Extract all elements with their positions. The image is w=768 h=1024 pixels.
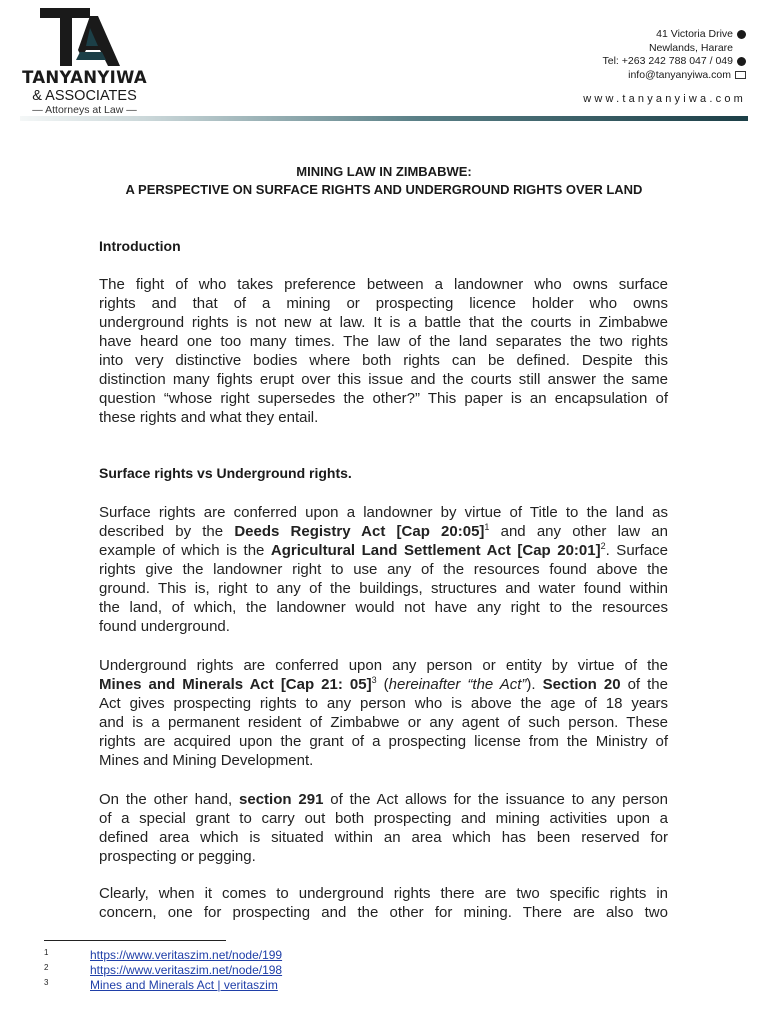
footnote-ref-1[interactable]: 1 — [484, 522, 490, 532]
text-line: defined area which is situated within an area which has been reserved for — [99, 829, 668, 846]
text-line: prospecting or pegging. — [99, 848, 256, 865]
letterhead — [0, 0, 768, 125]
mines-minerals-act: Mines and Minerals Act [Cap 21: 05] — [99, 676, 372, 693]
footnote-ref-2[interactable]: 2 — [600, 541, 606, 551]
text-line: underground rights is not new at law. It is a battle that the courts in Zimbabwe — [99, 314, 668, 331]
title-line-2: A PERSPECTIVE ON SURFACE RIGHTS AND UNDERGROUND RIGHTS OVER LAND — [125, 182, 643, 197]
text-line: found underground. — [99, 618, 230, 635]
text-line: On the other hand, section 291 of the Act allows for the issuance to any person — [99, 791, 668, 808]
agricultural-land-act: Agricultural Land Settlement Act [Cap 20:01] — [270, 542, 601, 559]
text-line: Underground rights are conferred upon any person or entity by virtue of the — [99, 657, 668, 674]
firm-tagline: — Attorneys at Law — — [32, 104, 137, 116]
text-line: Mines and Mining Development. — [99, 752, 314, 769]
text-line: the land, of which, the landowner would not have any right to the resources — [99, 599, 668, 616]
text-line: rights and that of a mining or prospecting licence holder who owns — [99, 295, 668, 312]
text-line: Act gives prospecting rights to any person who is above the age of 18 years — [99, 695, 668, 712]
text-line: of a special grant to carry out both prospecting and mining activities upon a — [99, 810, 668, 827]
introduction-paragraph — [99, 275, 668, 427]
footnote-separator — [44, 940, 226, 941]
footnote-number: 3 — [44, 978, 49, 987]
phone-icon — [737, 57, 746, 66]
footnote-item — [44, 948, 282, 963]
text-line: The fight of who takes preference between a landowner who owns surface — [99, 276, 668, 293]
section-291: section 291 — [239, 791, 324, 808]
text-line: into very distinctive bodies where both rights can be defined. Despite this — [99, 352, 668, 369]
header-gradient-bar — [20, 116, 748, 121]
footnote-ref-3[interactable]: 3 — [371, 675, 377, 685]
title-line-1: MINING LAW IN ZIMBABWE: — [296, 164, 472, 179]
text-line: Clearly, when it comes to underground rights there are two specific rights in — [99, 885, 668, 902]
introduction-heading: Introduction — [99, 238, 181, 254]
text-line: rights give the landowner right to use any of the resources found above the — [99, 561, 668, 578]
clearly-paragraph — [99, 884, 668, 922]
text-line: described by the Deeds Registry Act [Cap 20:05]$^1$ and any other law an — [99, 522, 668, 540]
section-20: Section 20 — [542, 676, 621, 693]
footnote-link[interactable]: https://www.veritaszim.net/node/199 — [90, 948, 283, 962]
text-line: these rights and what they entail. — [99, 409, 319, 426]
footnote-item — [44, 963, 282, 978]
text-line: distinction many fights erupt over this issue and the courts still answer the same — [99, 371, 668, 388]
document-title — [60, 163, 708, 199]
special-grant-paragraph — [99, 790, 668, 866]
text-line: question “whose right supersedes the other?” This paper is an encapsulation of — [99, 390, 668, 407]
contact-block — [603, 28, 747, 82]
ta-logo-icon — [40, 8, 120, 66]
mail-icon — [735, 71, 746, 79]
firm-name: TANYANYIWA — [22, 68, 147, 87]
footnote-link[interactable]: https://www.veritaszim.net/node/198 — [90, 963, 283, 977]
footnote-number: 2 — [44, 963, 49, 972]
surface-rights-paragraph — [99, 503, 668, 636]
text-line: rights are acquired upon the grant of a prospecting license from the Ministry of — [99, 733, 668, 750]
footnote-number: 1 — [44, 948, 49, 957]
website-link[interactable]: www.tanyanyiwa.com — [583, 93, 746, 105]
underground-rights-paragraph — [99, 656, 668, 770]
text-line: Surface rights are conferred upon a landowner by virtue of Title to the land as — [99, 504, 668, 521]
address-line-2: Newlands, Harare — [648, 41, 733, 54]
text-line: ground. This is, right to any of the buildings, structures and water found within — [99, 580, 668, 597]
text-line: concern, one for prospecting and the other for mining. There are also two — [99, 904, 668, 921]
address-line-1: 41 Victoria Drive — [656, 28, 733, 40]
deeds-registry-act: Deeds Registry Act [Cap 20:05] — [234, 523, 485, 540]
location-pin-icon — [737, 30, 746, 39]
footnotes — [44, 948, 282, 993]
firm-logo — [22, 8, 147, 116]
email-address[interactable]: info@tanyanyiwa.com — [628, 68, 731, 81]
telephone: Tel: +263 242 788 047 / 049 — [602, 55, 733, 67]
text-line: example of which is the Agricultural Land Settlement Act [Cap 20:01]$^2$. Surface — [99, 541, 669, 559]
footnote-link[interactable]: Mines and Minerals Act | veritaszim — [90, 978, 278, 992]
text-line: Mines and Minerals Act [Cap 21: 05]$^3$ (hereinafter “the Act”). Section 20 of the — [99, 675, 668, 693]
footnote-item — [44, 978, 282, 993]
text-line: and is a permanent resident of Zimbabwe or any agent of such person. These — [99, 714, 668, 731]
firm-associates: & ASSOCIATES — [32, 88, 137, 104]
surface-rights-heading: Surface rights vs Underground rights. — [99, 465, 352, 481]
text-line: have heard one too many times. The law of the land separates the two rights — [99, 333, 668, 350]
